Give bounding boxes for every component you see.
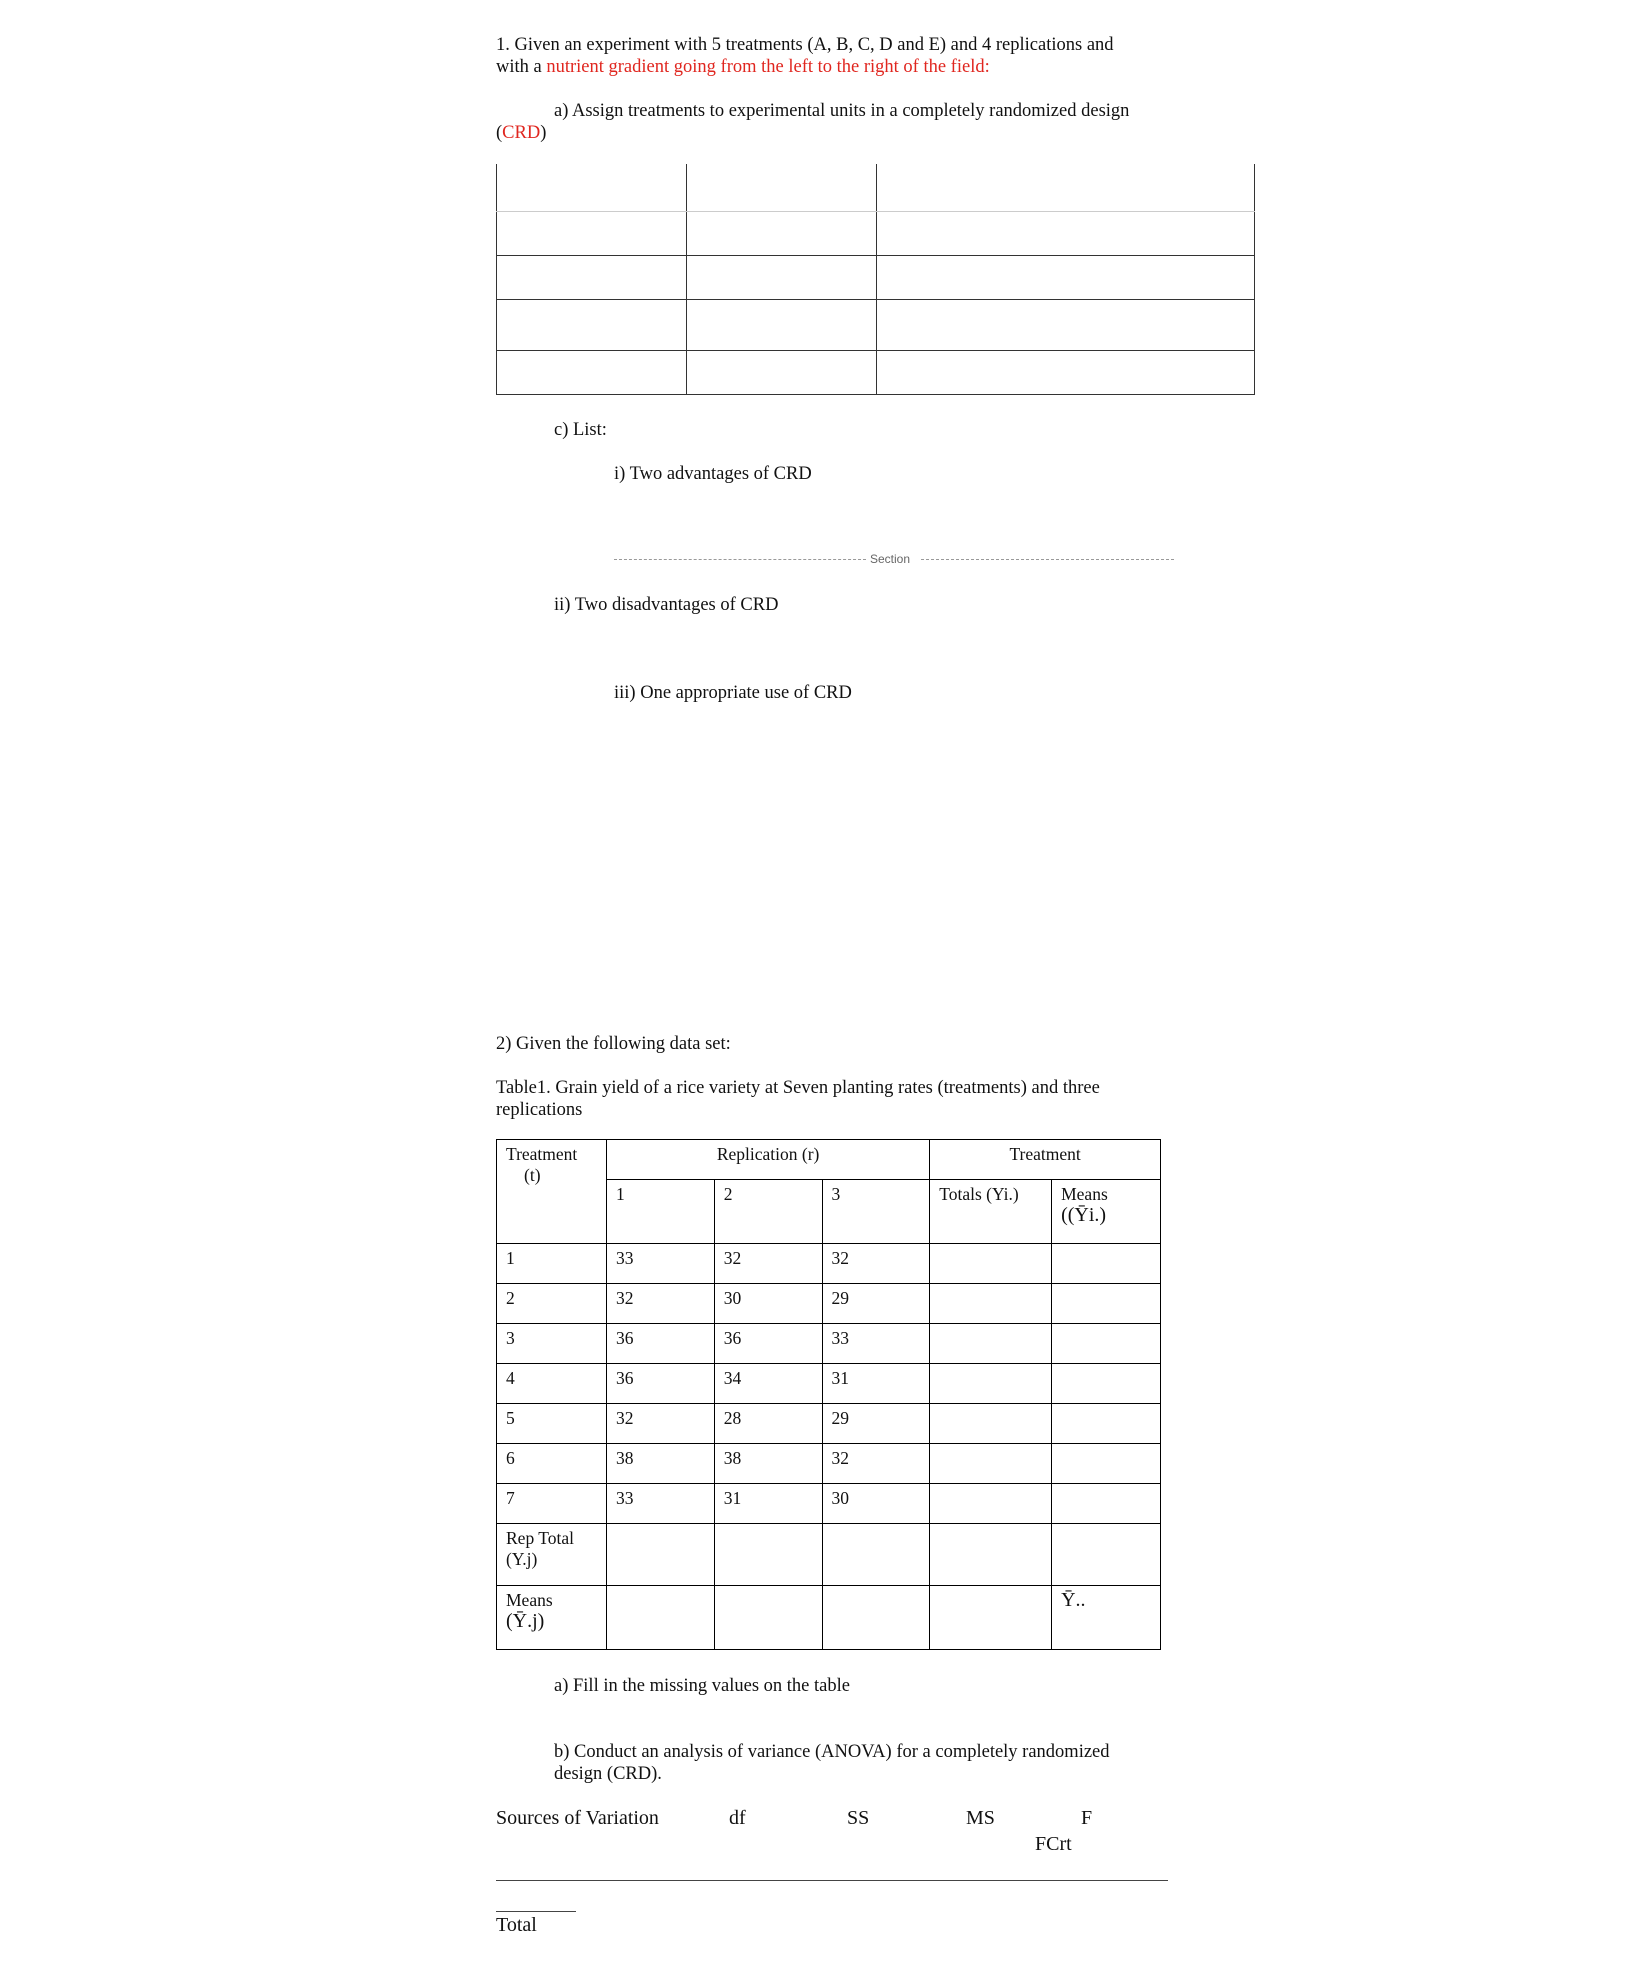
yield-value: 33 <box>822 1324 930 1364</box>
q1-line1: 1. Given an experiment with 5 treatments (A, B, C, D and E) and 4 replications and <box>496 35 1114 55</box>
rep-total-line2: (Y.j) <box>506 1549 538 1569</box>
q1-part-c: c) List: <box>554 420 607 440</box>
anova-df: df <box>729 1807 746 1829</box>
treatment-number: 3 <box>497 1324 607 1364</box>
table-row <box>497 1444 1161 1484</box>
yield-value: 29 <box>822 1284 930 1324</box>
anova-rule <box>496 1880 1168 1881</box>
layout-cell[interactable] <box>876 299 1255 350</box>
paren-open: ( <box>496 123 503 143</box>
header-treatment-t <box>497 1140 607 1244</box>
treatment-mean-cell[interactable] <box>1052 1404 1161 1444</box>
treatment-mean-cell[interactable] <box>1052 1324 1161 1364</box>
section-break-right <box>921 559 1174 560</box>
rep-total-label <box>497 1524 607 1586</box>
yield-value: 32 <box>714 1244 822 1284</box>
header-means-line1: Means <box>1061 1184 1108 1204</box>
yield-value: 29 <box>822 1404 930 1444</box>
treatment-total-cell[interactable] <box>930 1484 1052 1524</box>
rep-means-cell[interactable] <box>930 1586 1052 1650</box>
treatment-total-cell[interactable] <box>930 1444 1052 1484</box>
rep-means-line2: (Ȳ.j) <box>506 1610 545 1632</box>
anova-ms: MS <box>966 1807 995 1829</box>
rep-means-line1: Means <box>506 1590 553 1610</box>
q1-item-ii: ii) Two disadvantages of CRD <box>554 595 779 615</box>
q1-line2-prefix: with a <box>496 57 547 77</box>
q1-nutrient-gradient: nutrient gradient going from the left to the right of the field: <box>546 57 990 77</box>
treatment-mean-cell[interactable] <box>1052 1244 1161 1284</box>
q1-item-i: i) Two advantages of CRD <box>614 464 812 484</box>
anova-f: F <box>1081 1807 1093 1829</box>
layout-cell[interactable] <box>876 211 1255 255</box>
yield-value: 36 <box>714 1324 822 1364</box>
rep-total-cell[interactable] <box>1052 1524 1161 1586</box>
treatment-mean-cell[interactable] <box>1052 1364 1161 1404</box>
rep-means-cell[interactable] <box>606 1586 714 1650</box>
layout-cell[interactable] <box>686 255 876 299</box>
table-row <box>497 1484 1161 1524</box>
treatment-number: 7 <box>497 1484 607 1524</box>
layout-cell[interactable] <box>686 299 876 350</box>
anova-total: Total <box>496 1914 537 1936</box>
header-totals: Totals (Yi.) <box>930 1180 1052 1244</box>
header-rep-2: 2 <box>714 1180 822 1244</box>
header-replication: Replication (r) <box>606 1140 929 1180</box>
section-break-label: Section <box>870 552 911 566</box>
table-row <box>497 1284 1161 1324</box>
table-row <box>497 1364 1161 1404</box>
treatment-mean-cell[interactable] <box>1052 1444 1161 1484</box>
layout-cell[interactable] <box>876 255 1255 299</box>
treatment-total-cell[interactable] <box>930 1284 1052 1324</box>
treatment-mean-cell[interactable] <box>1052 1284 1161 1324</box>
anova-sources: Sources of Variation <box>496 1807 659 1829</box>
yield-value: 32 <box>822 1444 930 1484</box>
treatment-number: 4 <box>497 1364 607 1404</box>
yield-value: 33 <box>606 1244 714 1284</box>
rep-means-cell[interactable] <box>714 1586 822 1650</box>
layout-cell[interactable] <box>497 164 687 211</box>
rep-total-line1: Rep Total <box>506 1528 574 1548</box>
grain-yield-table <box>496 1139 1161 1650</box>
q1-item-iii: iii) One appropriate use of CRD <box>614 683 852 703</box>
anova-ss: SS <box>847 1807 870 1829</box>
header-means <box>1052 1180 1161 1244</box>
q2-caption-line1: Table1. Grain yield of a rice variety at Seven planting rates (treatments) and three <box>496 1078 1100 1098</box>
layout-cell[interactable] <box>686 164 876 211</box>
layout-cell[interactable] <box>497 299 687 350</box>
layout-cell[interactable] <box>497 211 687 255</box>
yield-value: 32 <box>822 1244 930 1284</box>
treatment-number: 2 <box>497 1284 607 1324</box>
rep-means-label <box>497 1586 607 1650</box>
yield-value: 32 <box>606 1404 714 1444</box>
yield-value: 30 <box>822 1484 930 1524</box>
yield-value: 34 <box>714 1364 822 1404</box>
layout-cell[interactable] <box>686 211 876 255</box>
header-treatment-t-line1: Treatment <box>506 1144 578 1164</box>
header-treatment-t-line2: (t) <box>524 1165 541 1185</box>
table-row <box>497 1324 1161 1364</box>
treatment-number: 6 <box>497 1444 607 1484</box>
rep-total-cell[interactable] <box>606 1524 714 1586</box>
header-means-line2: ((Ȳi.) <box>1061 1204 1107 1226</box>
layout-cell[interactable] <box>497 350 687 394</box>
crd-layout-table <box>496 164 1255 395</box>
treatment-number: 5 <box>497 1404 607 1444</box>
yield-value: 36 <box>606 1364 714 1404</box>
rep-total-cell[interactable] <box>714 1524 822 1586</box>
anova-fcrt: FCrt <box>1035 1833 1072 1855</box>
q1-line2 <box>496 56 990 78</box>
paren-close: ) <box>540 123 547 143</box>
rep-means-cell[interactable] <box>822 1586 930 1650</box>
yield-value: 33 <box>606 1484 714 1524</box>
layout-cell[interactable] <box>876 350 1255 394</box>
q1-crd-red: CRD <box>502 123 541 143</box>
treatment-total-cell[interactable] <box>930 1324 1052 1364</box>
treatment-total-cell[interactable] <box>930 1244 1052 1284</box>
section-break-left <box>614 559 866 560</box>
q2-part-a: a) Fill in the missing values on the table <box>554 1676 850 1696</box>
q2-part-b-line2: design (CRD). <box>554 1764 662 1784</box>
yield-value: 30 <box>714 1284 822 1324</box>
grand-mean-cell: Ȳ.. <box>1052 1586 1161 1650</box>
treatment-total-cell[interactable] <box>930 1364 1052 1404</box>
yield-value: 31 <box>714 1484 822 1524</box>
q1-part-a-line1: a) Assign treatments to experimental units in a completely randomized design <box>554 101 1130 121</box>
yield-value: 38 <box>606 1444 714 1484</box>
yield-value: 31 <box>822 1364 930 1404</box>
q2-part-b-line1: b) Conduct an analysis of variance (ANOVA) for a completely randomized <box>554 1742 1110 1762</box>
header-rep-1: 1 <box>606 1180 714 1244</box>
yield-value: 32 <box>606 1284 714 1324</box>
table-row <box>497 1404 1161 1444</box>
treatment-number: 1 <box>497 1244 607 1284</box>
rep-total-cell[interactable] <box>822 1524 930 1586</box>
yield-value: 28 <box>714 1404 822 1444</box>
header-rep-3: 3 <box>822 1180 930 1244</box>
treatment-mean-cell[interactable] <box>1052 1484 1161 1524</box>
layout-cell[interactable] <box>876 164 1255 211</box>
yield-value: 36 <box>606 1324 714 1364</box>
table-row <box>497 1244 1161 1284</box>
yield-value: 38 <box>714 1444 822 1484</box>
header-treatment-group: Treatment <box>930 1140 1161 1180</box>
layout-cell[interactable] <box>497 255 687 299</box>
layout-cell[interactable] <box>686 350 876 394</box>
q1-part-a-line2 <box>496 122 546 144</box>
total-rule <box>496 1911 576 1912</box>
treatment-total-cell[interactable] <box>930 1404 1052 1444</box>
q2-caption-line2: replications <box>496 1100 583 1120</box>
rep-total-cell[interactable] <box>930 1524 1052 1586</box>
q2-intro: 2) Given the following data set: <box>496 1034 731 1054</box>
